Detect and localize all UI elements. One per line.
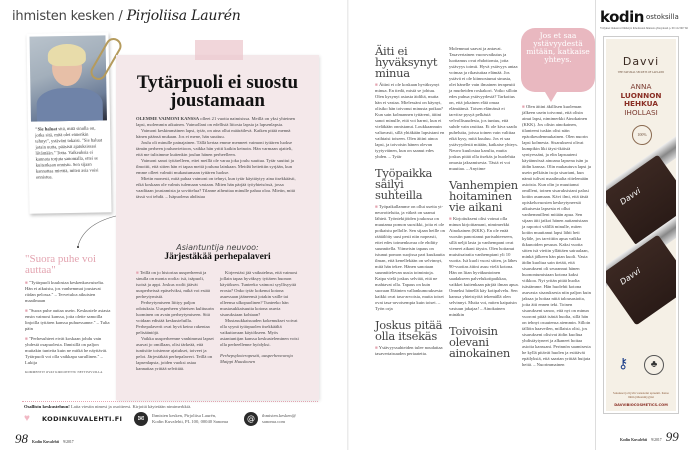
product-bottle: Davvi [606, 155, 676, 246]
davvi-advertisement[interactable] [603, 36, 679, 414]
expert-heading: Järjestäkää perhepalaveri [164, 252, 271, 262]
comment-item: ■ "Suora puhe auttaa usein. Keskustele asiasta ensin vaimosi kanssa, jotta olette samoilla linjoilla tyttären kanssa puhuessanne." – Tulta päin [25, 308, 111, 331]
story-heading: Joskus pitää olla itsekäs [375, 318, 443, 343]
ad-divider [595, 0, 596, 450]
postal-address: Ihmisten kesken, Pirjoliisa Laurén, Kodin Kuvalehti, PL 100, 00040 Sanoma [152, 413, 229, 424]
page-gutter [347, 0, 349, 450]
page-footer-left: 98 Kodin Kuvalehti 9/2017 [15, 431, 74, 446]
ad-info: Yritykset maksavat lähdetyn ilmoitusten hinnasta yhteydessä p. 09 122 967 66 [600, 27, 688, 30]
author-name: Pirjoliisa Laurén [126, 8, 241, 24]
photo-caption: "Sie haluat sitä, mitä sinulla on, jotka sitä, mitä olet ennenkin tehnyt", ystäväni tokaisi. "Sie haluat jotain uutta, pääsisit ajatuksissasi liitämään." Totta. Vaikeuksia ei kannata torjuta sanomalla, ettei se kuitenkaan onnistu. Sen sijaan kannattaa miettiä, miten asia voisi onnistua. [35, 125, 103, 180]
at-icon: @ [244, 412, 258, 426]
expert-kicker: Asiantuntija neuvoo: [176, 243, 259, 252]
tape-decoration [195, 40, 243, 60]
comments-note: KOMMENTIT OVAT KIRJOITETTU NETTISIVUILLA [25, 370, 103, 374]
section-name: ihmisten kesken / [12, 9, 123, 24]
website-link[interactable]: KODINKUVALEHTI.FI [42, 415, 123, 423]
story-heading: Toivoisin olevani ainokainen [449, 324, 510, 360]
reader-comments [25, 254, 111, 374]
product-bottle: Davvi [606, 235, 676, 326]
story-column-3: ■ Olen äitini äkillisen kuoleman jälkeen usein toivonut, että olisin ainut lapsi, nimimerkki Ainokainen (KKK). Jos olisin ainokainen, tilanteeni tuskin olisi näin epäoikeudenmukainen. Olen nuorin lapsi kolmesta. Sisarukseni olivat kumpikin liki täysi-ikäisiä syntyessäni, ja elin lapsuuteni käytännössä ainoana lapsena isän ja äidin kanssa. Olin mukautuva lapsi ja usein pelkäsin isoja sisariani, kun nämä tulivat maailmalta riitelemään asioista. Kun olin jo muuttanut omilleni, toinen sisaruksistani palasi kotiin asumaan. Kävi ilmi, että tästä opiskeluvuosien keskeytyneestä aikuisesta lapsesta ei ollut vanhemmilleni mitään apua. Sen sijaan äiti jatkoi hänen auttamistaan ja raportoi välillä minulle, miten kotiin muuttanut lapsi lähti heti kyläle, jos tarvittiin apua vaikka ikkunoiden pesuun. Kaksi vuotta sitten isä vietiin yllättäen sairaalaan, minkä jälkeen hän pian kuoli. Vasta äidin kuoltua sain tietää, että sisarukseni oli seurannut hänen huonontumistaan kotona kaksi viikkoa. Nyt yritän pitää huolta isästämme. Hän huolehti kotona asuvasta sisaruksesta niin paljon kuin jaksaa ja hoitaa niitä talousasioita, joita äiti ennen teki. Toinen sisarukseni sanoo, että nyt on minun vuoroni pitää isästä huolta, sillä hän on tehnyt osuutensa aiemmin. Silloin tällöin haaveilen, millaista olisi, jos sisarukseni olisivat äidin kuoltua yhdistäytyneet ja alkaneet hoitaa asioita kanssani. Perinnön saamisesta he kyllä pitävät huolen ja esittävät epäilyksiä, että saarian yrittää huijata heitä. – Nuorimmainen [522, 104, 591, 367]
comments-heading: "Suora puhe voi auttaa" [25, 253, 97, 276]
ostoksilla-label: ostoksilla [646, 13, 679, 21]
participate-text: Osallistu keskusteluun! Laita viestin nimesi ja osoitteesi. Kirjoitä käytetään nimimerkkiä. [24, 404, 192, 409]
curved-arrow-icon [70, 210, 120, 250]
heart-icon: ♥ [24, 413, 30, 424]
organic-badge: 100% [632, 125, 652, 145]
reader-letter: OLEMME VAIMONI KANSSA olleet 21 vuotta naimisissa. Meillä on yksi yhteinen lapsi, molemmin aikuinen. Vaimollani on edellistä liitosta lapsia ja lapsenlapsia. Vaimoni keskimmäinen lapsi, tytär, on aina ollut määräilevä. Kaiken pitää mennä hänen päänsä mukaan. Jos ei mene, hän suuttuu. Joulu oli minulle painajainen. Tällä kertaa emme menneet vaimoni tyttären luokse tämän perheen joulunviettoon, vaikka hän yritti kaikin keinoin. Hän varmaan ajatteli, että me tulisimme kuitenkin joulun hänen perheelleen. Vaimoni sanoi tyttärelleen, ettei meillä ole varaa joka joulu suuttua. Tytär suuttui ja ilmoitti, että sitten hän ei tapaa meitä jouluna lainkaan. Meidät heitettiin syrjään, kun emme olleet valmiit mukautumaan tyttären luokse. Mietin monesti, mitä pahaa vaimoni on tehnyt, kun tytär käyttäytyy aina itsekkäästi, eikä koskaan ole valmis tulemaan vastaan. Miten hän pärjää työyhteisössä, jossa vaaditaan joustamista ja sovittelua? Tilanne aiheuttaa minulle pahaa oloa. Mietin, mitä tässä voi tehdä. – Isäpuolena ahdistaa [136, 116, 296, 199]
envelope-icon: ✉ [134, 412, 148, 426]
davvi-logo: Davvi [622, 55, 660, 68]
expert-column-2: Kirjeestäsi jää vaikutelma, että vaimosi jollain tapaa hyväksyy tyttären huonon käytöksen. Tunteeko vaimosi syyllisyyttä erosta? Onko tytär kokenut kotona asuessaan jääneensä jotakin vaille tai olleensa ulkopuolinen? Tunteeko hän mustasukkaisuutta kotona asuvia sisaruksiaan kohtaan? Mustasukkaisuuden kokemukset voivat olla syynä tytärpuolen itsekkäältä vaikuttavaan käytökseen. Myös asiantuntijan kanssa keskusteleminen voisi olla perheellenne hyödyksi. Perhepsykoterapeutti, uusperheneuvoja Maippi Huuskonen [220, 270, 299, 364]
story-heading: Vanhempien hoitaminen vie aikani [449, 178, 518, 214]
ad-slogan: ANNA LUONNON HEHKUA IHOLLASI [620, 82, 662, 117]
kodin-logo: kodin [600, 8, 644, 26]
story-heading: Työpaikka säilyi suhteilla [375, 166, 433, 202]
email-address[interactable]: ihmisten.kesken@ sanoma.com [262, 413, 296, 424]
expert-header [116, 243, 319, 262]
footer-divider [22, 401, 318, 402]
expert-column-1: ■ Teillä on jo historiaa uusperheenä ja sinulla on monta roolia: isä, isäpuoli, isoisä ja appi. Joskus roolit jäävät uusperheissä epäselviksi, mikä voi estää perheytymistä. Perheytymiseen liittyy paljon odotuksia. Uusperheen yhteisen kulttuurin luominen on avain perheytymiseen. Sitä voidaan edistää keskusteluilla. Perhepalaverit ovat hyvä keino rakentaa pelisääntöjä. Vaikka uusperheenne vanhimmat lapset asuvat jo omillaan, olisi tärkeää, että tuntisitte toistenne ajatukset, toiveet ja pelot. Järjestäkää perhepalaveri. Teillä on lapsenlapsia, joiden vuoksi asiaa kannattaa yrittää selvittää. [136, 270, 214, 371]
tree-seal-icon: ♣ [644, 355, 664, 375]
section-header [12, 8, 241, 24]
article-title: Tytärpuoli ei suostu joustamaan [136, 72, 299, 111]
story-heading: Äiti ei hyväksynyt minua [375, 44, 438, 80]
story-columns-1-2: Äiti ei hyväksynyt minua ■ Äitini ei ole koskaan hyväksynyt minua. En tiedä, mistä se johtuu. Olen kysynyt asiasta äidiltä, mutta hän ei vastaa. Mielessäni on käynyt, olisiko hän toivonut minusta poikaa? Kun sain kolmannen tyttäreni, äitini sanoi minulle, että voi harmi, kun ei vieläkään onnistanut. Loukkaannuin valtavasti, sillä yhtäkään lapsistani en vaihtaisi toiseen. Olen äitini ainoa lapsi, ja toivoisin hänen olevan tyytyväinen, kun on saanut edes yhden. – Tytär Työpaikka säilyi suhteilla ■ Työpaikallamme on ollut useita yt-neuvotteluita, ja väkeä on saanut lähteä. Työntekijöiden joukossa on muutama pomon suosikki, joita ei ole potkaistu pellolle. Sen sijaan heille on räätälöity uusi pesti niin nopeasti, ettei edes toimenkuvaa ole ehditty suunnitella. Viimeisin tapaus on istunut pomon suojissa pari kuukautta ilman, että kenellekään on selvinnyt, mitä hän tekee. Hänen sanotaan suunnittelevan uusia toimintoja. Kaipa vielä joskus selviää, että ne mahtavat olla. Tapaus on kuin suoraan Eläinten vallankumouksesta: kaikki ovat tasa-arvoisia, mutta toiset ovat tasa-arvoisempia kuin toiset. – Työn orja Joskus pitää olla itsekäs ■ Ystävyyssuhteiden tulee noudattaa tasavertaisuuden periaatetta. Molemmat saavat ja antavat. Tasavertainen vuorovaikutus ja luottamus ovat ehdottomia, jotta ystävyys toimii. Hyvä ystävyys antaa voimaa ja rikastuttaa elämää. Jos ystävä ei ole kiinnostunut sinusta, olet hänelle vain ilmainen terapeutti ja murheiden roskakori. Voiko silloin edes puhua ystävyydestä? Tarkoitus on, että jokainen elää omaa elämäänsä. Toisen elämässä ei tarvitse pysyä pelkästä velvollisuudesta, jos tuntuu, että suhde vain rasittaa. Ei ole kiva saada puhelutta, joissa toinen vain valittaa eikä kysy, mitä kuuluu. Jos et saa ystävyydestä mitään, katkaise yhteys. Neuvo kuulostaa karulta, mutta joskus pitää olla itsekäs ja huolehtia omasta jaksamisesta. Tästä ei voi muuttaa. – Anytime Vanhempien hoitaminen vie aikani ■ Kirjoitukseni olisi voinut olla minun kirjoittamani, nimimerkki Ainokainen (KKK). En ole enää vuosiin panostanut parisuhteeseen, sillä neljä lasta ja vanhempani ovat vieneet aikani täysin. Olen hoitanut muistisairaita vanhempiani yli 10 vuotta. Isä kuoli vuosi sitten, ja lähes 90-vuotias äitini asuu vielä kotona. Hän on liian hyväkuntoinen saadakseen palvelukotipaikkaa, vaikkei kuitenkaan pärjää ilman apua. Onneksi hänellä käy kotipalvelu. Sen kanssa yhteistyötä tekemällä olen selvinnyt. Mutta voi, miten kaipaisin vastuun jakajaa! – Ainokainen minäkin Toivoisin olevani ainokainen [375, 44, 519, 360]
finnish-key-icon: ⚷ [618, 357, 629, 372]
ad-url[interactable]: DAVVIBIOCOSMETICS.COM [614, 403, 668, 407]
story-signature: – Nuorimmainen [532, 362, 565, 367]
comment-item: ■ "Perhesuhteet eivät koskaan johdu vain yhdestä osapuolesta. Ihmisillä on paljon muitakin tunteita kuin ne mitkä he näyttävät. Tytärpuoli voi olla vaikkapa surullinen." – Lukija [25, 336, 108, 365]
ad-footer-text: Sokokset ja hyvin varustetut apteekit. Katso lähin jälleenmyyjäsi [612, 390, 670, 399]
pull-quote-bubble: Jos et saa ystävyydestä mitään, katkaise yhteys. [521, 28, 595, 92]
ad-tagline: THE NATURAL SECRETS OF LAPLAND [617, 71, 665, 74]
story-signature: – Anytime [464, 166, 486, 171]
page-footer-right: Kodin Kuvalehti 9/2017 99 [620, 429, 679, 444]
comment-item: ■ "Tytärpuoli kuulostaa keskenkasvuiselta. Hän ei aikuistu, jos vanhemmat joustavat riidan pelossa." – Tervetuloa aikuisten maailmaan [25, 280, 105, 303]
